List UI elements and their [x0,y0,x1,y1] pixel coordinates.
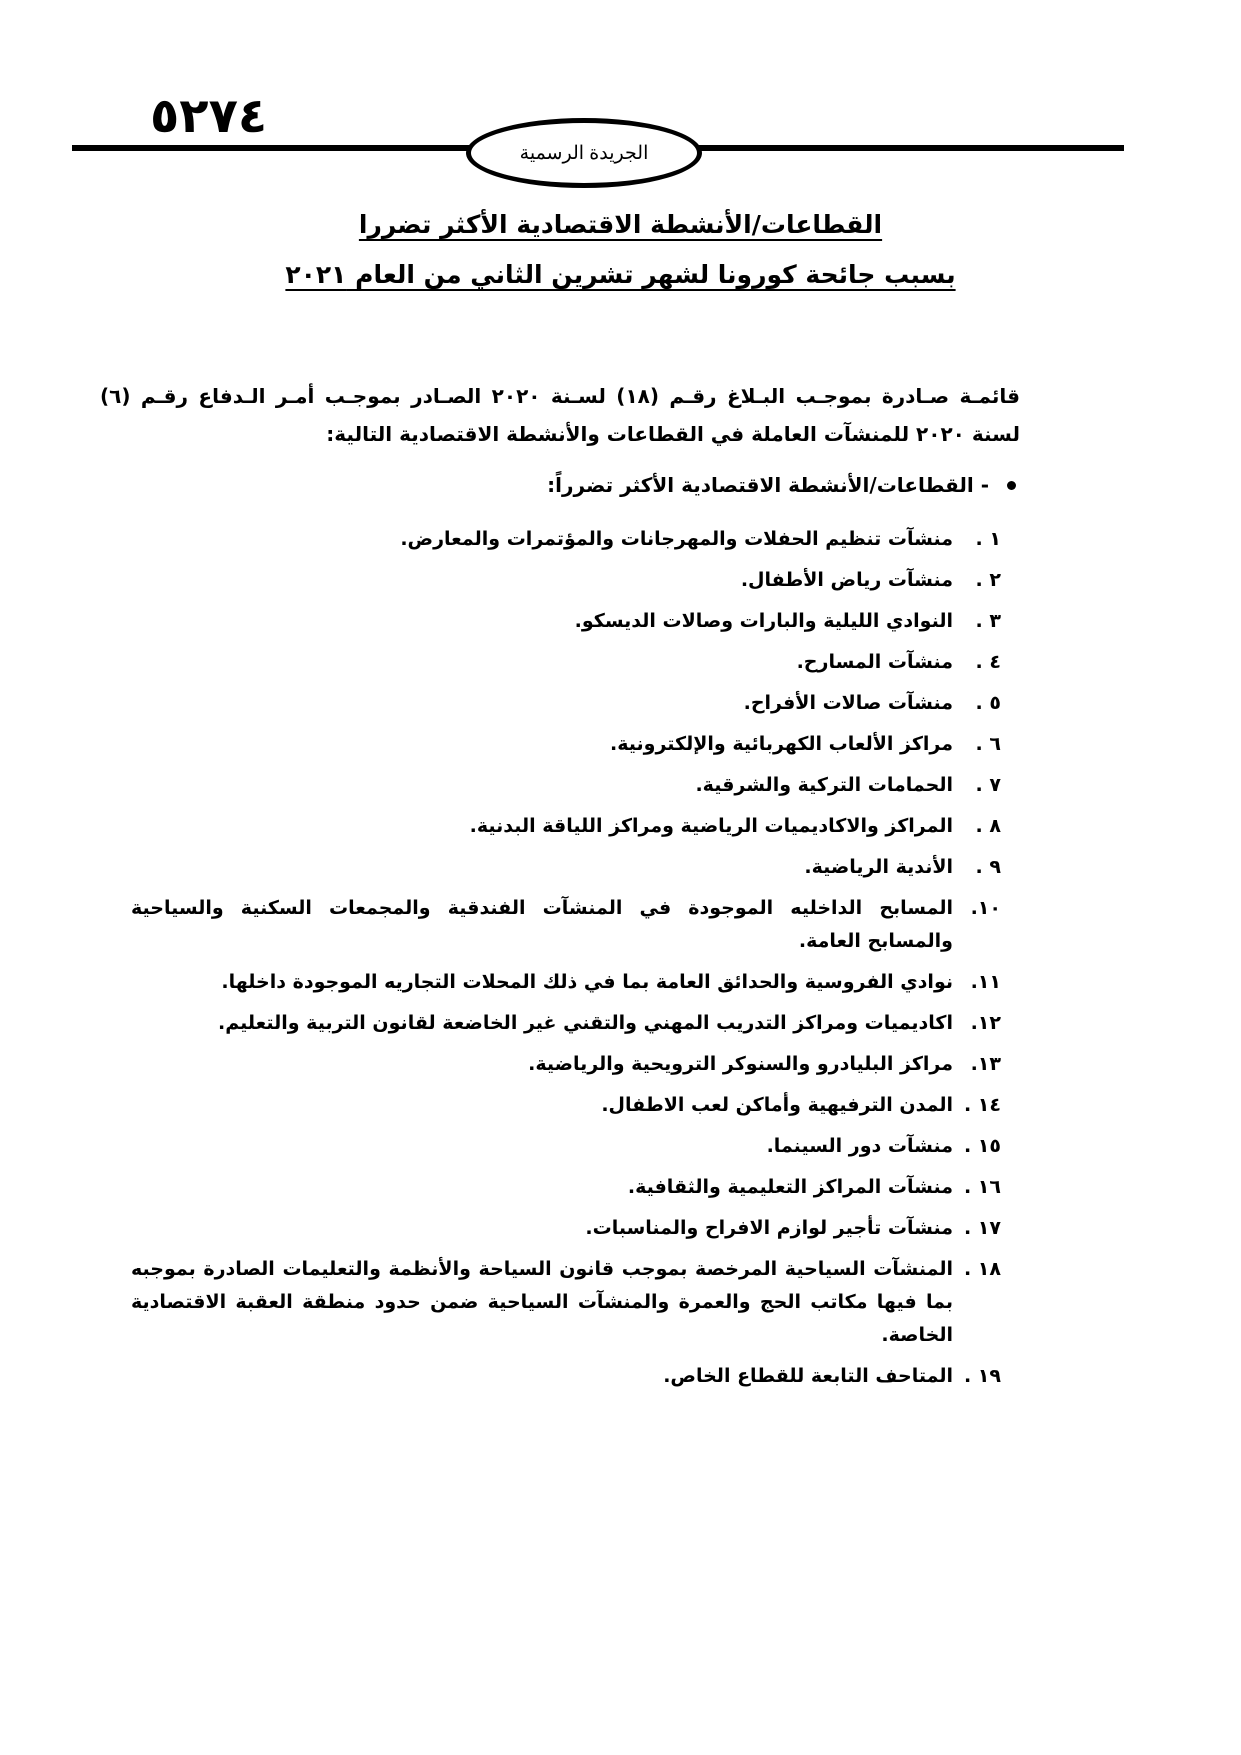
list-item [131,523,1001,556]
list-item-number: ١٧ . [963,1217,1001,1239]
section-heading [547,473,1016,497]
list-item-text: اكاديميات ومراكز التدريب المهني والتقني غير الخاضعة لقانون التربية والتعليم. [218,1012,953,1034]
list-item-text: الحمامات التركية والشرقية. [695,774,953,796]
section-heading-text: - القطاعات/الأنشطة الاقتصادية الأكثر تضرراً: [547,473,989,497]
list-item-number: ١٨ . [963,1258,1001,1280]
list-item [131,810,1001,843]
list-item-number: ١٦ . [963,1176,1001,1198]
list-item-text: النوادي الليلية والبارات وصالات الديسكو. [574,610,953,632]
list-item [131,646,1001,679]
list-item [131,1253,1001,1352]
list-item-text: المتاحف التابعة للقطاع الخاص. [663,1365,953,1387]
list-item [131,1360,1001,1393]
list-item-text: منشآت رياض الأطفال. [740,569,953,591]
list-item-number: ١٥ . [963,1135,1001,1157]
sectors-list [131,523,1001,1401]
list-item [131,966,1001,999]
list-item-number: ١١. [970,971,1001,993]
list-item-number: ١٣. [970,1053,1001,1075]
list-item-text: منشآت المسارح. [796,651,953,673]
list-item-number: ١٤ . [963,1094,1001,1116]
list-item [131,1089,1001,1122]
list-item-text: منشآت المراكز التعليمية والثقافية. [627,1176,953,1198]
gazette-oval [466,118,702,188]
list-item-text: نوادي الفروسية والحدائق العامة بما في ذلك المحلات التجاريه الموجودة داخلها. [221,971,953,993]
list-item-text: مراكز البليادرو والسنوكر الترويحية والرياضية. [528,1053,953,1075]
list-item-number: ٣ . [975,610,1001,632]
list-item-number: ١٢. [970,1012,1001,1034]
list-item-text: مراكز الألعاب الكهربائية والإلكترونية. [610,733,953,755]
list-item [131,687,1001,720]
bullet-icon [1007,481,1016,490]
list-item-text: المسابح الداخليه الموجودة في المنشآت الفندقية والمجمعات السكنية والسياحية والمسابح العامة. [131,897,953,952]
list-item-text: المنشآت السياحية المرخصة بموجب قانون السياحة والأنظمة والتعليمات الصادرة بموجبه بما فيها مكاتب الحج والعمرة والمنشآت السياحية ضمن حدود منطقة العقبة الاقتصادية الخاصة. [131,1258,953,1346]
list-item [131,1130,1001,1163]
list-item-text: المراكز والاكاديميات الرياضية ومراكز اللياقة البدنية. [469,815,953,837]
list-item-text: الأندية الرياضية. [804,856,953,878]
list-item-text: منشآت دور السينما. [766,1135,953,1157]
list-item [131,728,1001,761]
page-number: ٥٢٧٤ [150,88,268,144]
list-item-number: ١ . [975,528,1001,550]
list-item [131,1171,1001,1204]
list-item-number: ٥ . [975,692,1001,714]
list-item-number: ٤ . [975,651,1001,673]
list-item [131,564,1001,597]
list-item-text: المدن الترفيهية وأماكن لعب الاطفال. [601,1094,953,1116]
list-item-number: ٢ . [975,569,1001,591]
gazette-label: الجريدة الرسمية [519,142,649,164]
list-item-text: منشآت صالات الأفراح. [743,692,953,714]
list-item [131,605,1001,638]
list-item-number: ٦ . [975,733,1001,755]
list-item-text: منشآت تأجير لوازم الافراح والمناسبات. [585,1217,953,1239]
list-item-number: ٨ . [975,815,1001,837]
list-item [131,1212,1001,1245]
list-item [131,1048,1001,1081]
intro-paragraph: قائمـة صـادرة بموجـب البـلاغ رقـم (١٨) لسـنة ٢٠٢٠ الصـادر بموجـب أمـر الـدفاع رقـم (٦) لسنة ٢٠٢٠ للمنشآت العاملة في القطاعات والأنشطة الاقتصادية التالية: [100,384,1021,446]
list-item [131,892,1001,958]
list-item-number: ١٠. [970,897,1001,919]
list-item [131,769,1001,802]
list-item [131,851,1001,884]
list-item-number: ٧ . [975,774,1001,796]
list-item-number: ١٩ . [963,1365,1001,1387]
document-title-line-2: بسبب جائحة كورونا لشهر تشرين الثاني من العام ٢٠٢١ [285,260,956,289]
document-title-line-1: القطاعات/الأنشطة الاقتصادية الأكثر تضررا [358,210,883,239]
list-item-number: ٩ . [975,856,1001,878]
list-item-text: منشآت تنظيم الحفلات والمهرجانات والمؤتمرات والمعارض. [400,528,953,550]
list-item [131,1007,1001,1040]
